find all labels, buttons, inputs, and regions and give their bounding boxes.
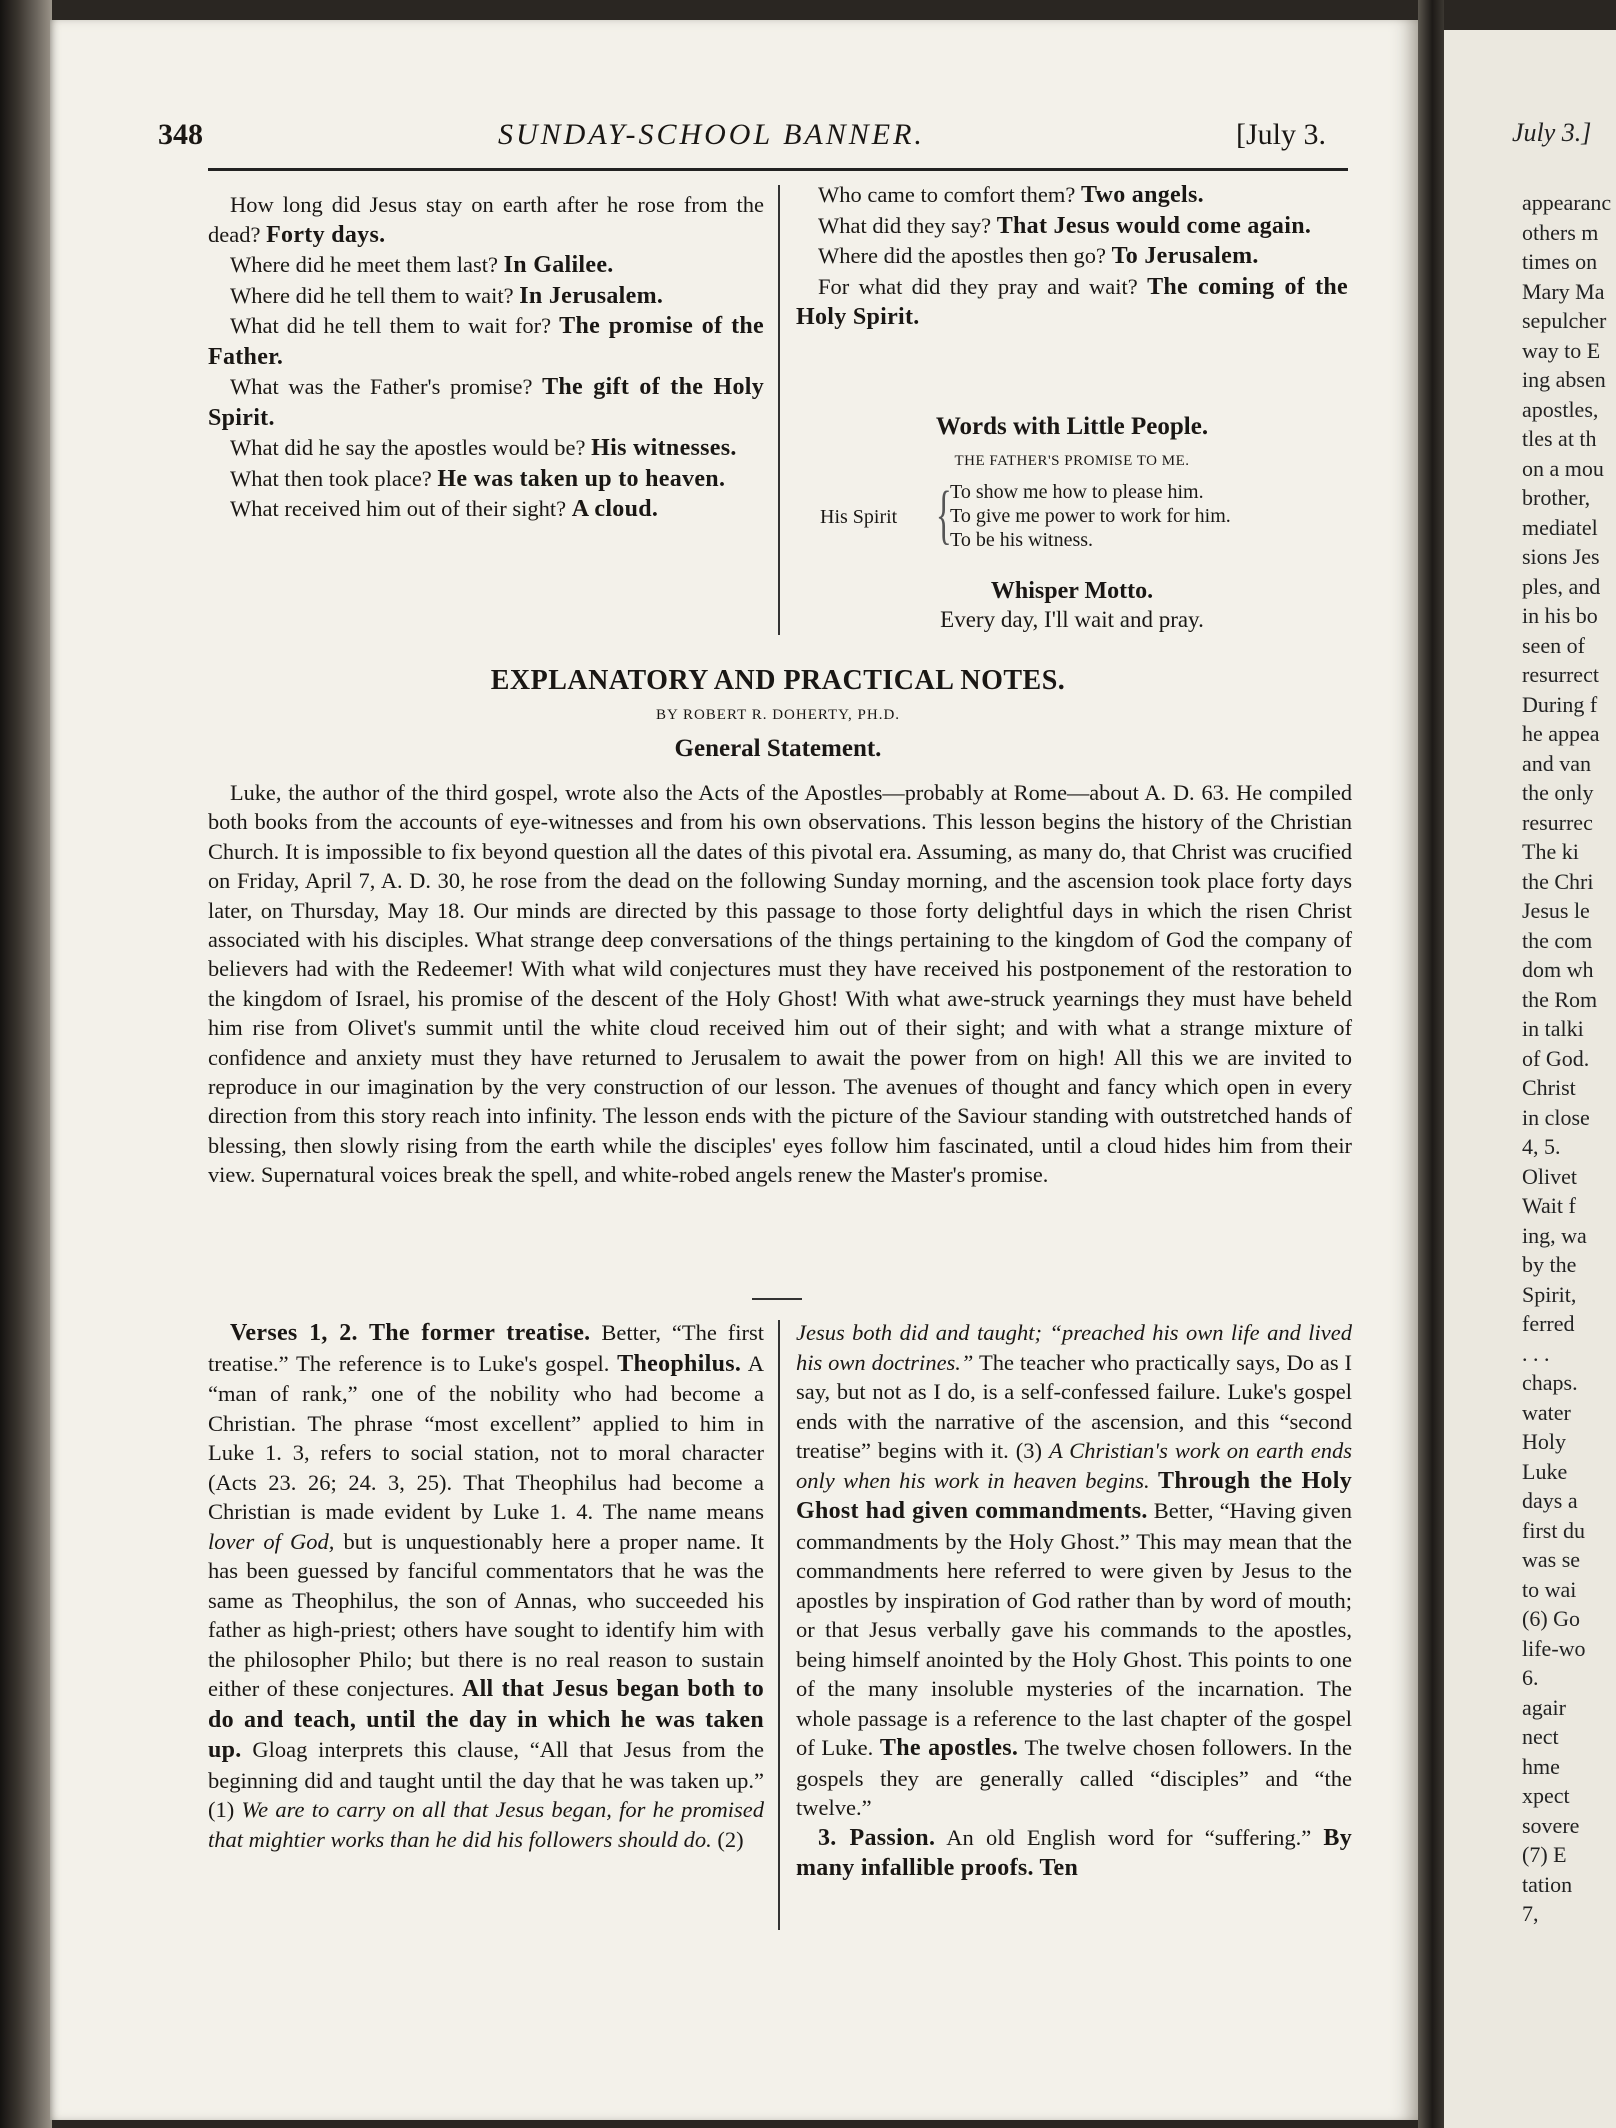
passion-label: 3. Passion. bbox=[818, 1824, 936, 1851]
next-page-fragment: Mary Ma bbox=[1522, 278, 1605, 304]
book-binding-left bbox=[0, 0, 52, 2128]
next-page-fragment: tation bbox=[1522, 1871, 1573, 1897]
question-item: Where did he meet them last? In Galilee. bbox=[230, 252, 614, 278]
next-page-fragment: chaps. bbox=[1522, 1370, 1578, 1395]
next-page-fragment: 7, bbox=[1522, 1901, 1539, 1926]
next-page-fragment: the com bbox=[1522, 927, 1593, 953]
next-page-fragment: in his bo bbox=[1522, 603, 1598, 628]
next-page-fragment: days a bbox=[1522, 1488, 1578, 1513]
apostles-label: The apostles. bbox=[879, 1735, 1019, 1761]
next-page-fragment: way to E bbox=[1522, 337, 1601, 363]
theophilus-label: Theophilus. bbox=[617, 1350, 742, 1377]
spirit-line: To give me power to work for him. bbox=[950, 505, 1231, 527]
next-page-fragment: he appea bbox=[1522, 721, 1600, 746]
next-page-fragment: ing, wa bbox=[1522, 1222, 1587, 1248]
next-page-fragment: hme bbox=[1522, 1753, 1560, 1779]
section-divider bbox=[752, 1298, 802, 1300]
running-date: [July 3. bbox=[1236, 118, 1326, 151]
spirit-line: To show me how to please him. bbox=[950, 481, 1204, 503]
verse-label: Verses 1, 2. The former treatise. bbox=[230, 1320, 591, 1346]
question-item: What was the Father's promise? The gift of the Holy Spirit. bbox=[208, 374, 765, 431]
questions-right bbox=[796, 180, 1348, 333]
question-item: How long did Jesus stay on earth after he rose from the dead? Forty days. bbox=[208, 192, 764, 248]
next-page-fragment: Olivet bbox=[1522, 1163, 1577, 1189]
next-page-fragment: ferred bbox=[1522, 1311, 1575, 1336]
next-page-fragment: . . . bbox=[1522, 1340, 1550, 1366]
next-page-fragment: tles at th bbox=[1522, 426, 1597, 451]
next-page-fragment: Christ bbox=[1522, 1075, 1576, 1100]
next-page-fragment: brother, bbox=[1522, 485, 1591, 510]
question-item: What did he tell them to wait for? The promise of the Father. bbox=[208, 313, 764, 370]
through-phrase: Through the Holy Ghost had given commandments. bbox=[796, 1467, 1352, 1524]
book-gutter bbox=[1418, 0, 1444, 2128]
next-page-fragment: resurrect bbox=[1522, 662, 1599, 687]
next-page-fragment: Jesus le bbox=[1522, 898, 1590, 923]
next-page-fragment: first du bbox=[1522, 1517, 1585, 1543]
question-item: What received him out of their sight? A cloud. bbox=[230, 496, 659, 522]
spirit-label: His Spirit bbox=[820, 506, 898, 528]
next-page-fragment: 4, 5. bbox=[1522, 1134, 1561, 1159]
began-phrase: All that Jesus began both to do and teach, until the day in which he was taken up. bbox=[208, 1676, 765, 1763]
next-page-fragment: apostles, bbox=[1522, 396, 1599, 422]
little-people-title: Words with Little People. bbox=[935, 413, 1209, 440]
next-page-fragment: and van bbox=[1522, 750, 1592, 776]
next-page-fragment: water bbox=[1522, 1399, 1571, 1425]
notes-heading: EXPLANATORY AND PRACTICAL NOTES. bbox=[490, 665, 1066, 696]
next-page-fragment: (7) E bbox=[1522, 1842, 1567, 1867]
next-page-fragment: the only bbox=[1522, 780, 1594, 805]
question-item: Where did he tell them to wait? In Jerusalem. bbox=[230, 282, 664, 309]
next-page-fragment: to wai bbox=[1522, 1576, 1577, 1602]
general-statement-paragraph: Luke, the author of the third gospel, wrote also the Acts of the Apostles—probably at Rome—about A. D. 63. He compiled both books from the accounts of eye-witnesses and from his own observations. This lesson begins the history of the Christian Church. It is impossible to fix beyond question all the dates of this pivotal era. Assuming, as many do, that Christ was crucified on Friday, April 7, A. D. 30, he rose from the dead on the following Sunday morning, and the ascension took place forty days later, on Thursday, May 18. Our minds are directed by this passage to those forty delightful days in which the risen Christ associated with his disciples. What strange deep conversations of the things pertaining to the kingdom of God the company of believers had with the Redeemer! With what wild conjectures must they have received his postponement of the restoration to the kingdom of Israel, his promise of the descent of the Holy Ghost! With what awe-struck yearnings they must have beheld him rise from Olivet's summit until the white cloud received him out of their sight; and with what a strange mixture of confidence and anxiety must they have returned to Jerusalem to await the power from on high! All this we are invited to reproduce in our imagination by the very construction of our lesson. The avenues of thought and fancy which open in every direction from this story reach into infinity. The lesson ends with the picture of the Saviour standing with outstretched hands of blessing, then slowly rising from the earth while the disciples' eyes follow him fascinated, until a cloud hides him from their view. Supernatural voices break the spell, and white-robed angels renew the Master's promise. bbox=[208, 780, 1352, 1188]
next-page-fragment: times on bbox=[1522, 249, 1598, 274]
next-page-fragment: others m bbox=[1522, 219, 1599, 245]
next-page-fragment: on a mou bbox=[1522, 455, 1604, 481]
question-item: What did he say the apostles would be? His witnesses. bbox=[230, 435, 737, 461]
general-statement-heading: General Statement. bbox=[674, 735, 882, 762]
next-page-fragment: mediatel bbox=[1522, 514, 1598, 540]
next-page-fragment: Luke bbox=[1522, 1458, 1568, 1484]
next-page-fragment: the Rom bbox=[1522, 986, 1598, 1012]
next-page-fragment: Wait f bbox=[1522, 1193, 1576, 1218]
next-page-fragment: The ki bbox=[1522, 839, 1579, 864]
general-statement-body bbox=[208, 778, 1352, 1190]
next-page-fragment: During f bbox=[1522, 691, 1598, 717]
next-page-fragment: sions Jes bbox=[1522, 544, 1600, 569]
question-item: What did they say? That Jesus would come again. bbox=[818, 212, 1312, 239]
next-page-fragment: by the bbox=[1522, 1252, 1577, 1277]
fathers-promise-subtitle: THE FATHER'S PROMISE TO ME. bbox=[954, 453, 1190, 469]
next-page-fragment: in talki bbox=[1522, 1016, 1584, 1041]
verses-left-column bbox=[208, 1318, 764, 1854]
proofs-phrase: By many infallible proofs. bbox=[796, 1824, 1353, 1881]
questions-left bbox=[208, 190, 764, 525]
brace-icon: { bbox=[935, 478, 952, 551]
next-page-fragment: life-wo bbox=[1522, 1635, 1586, 1661]
next-page-fragment: agair bbox=[1522, 1694, 1566, 1720]
verses-paragraph: Jesus both did and taught; “preached his own life and lived his own doctrines.” The teacher who practically says, Do as I say, but not as I do, is a self-confessed failure. Luke's gospel ends with the narrative of the ascension, and this “second treatise” begins with it. (3) A Christian's work on earth ends only when his work in heaven begins. Through the Holy Ghost had given commandments. Better, “Having given commandments by the Holy Ghost.” This may mean that the commandments here referred to were given by Jesus to the apostles by inspiration of God rather than by word of mouth; or that Jesus verbally gave his commands to the apostles, being himself anointed by the Holy Ghost. This points to one of the many insoluble mysteries of the incarnation. The whole passage is a reference to the last chapter of the gospel of Luke. The apostles. The twelve chosen followers. In the gospels they are generally called “disciples” and “the twelve.” bbox=[796, 1320, 1353, 1820]
next-page-fragment: 6. bbox=[1522, 1665, 1539, 1690]
next-page-fragment: was se bbox=[1522, 1547, 1581, 1572]
next-page-fragment: the Chri bbox=[1522, 868, 1594, 894]
page-number: 348 bbox=[158, 118, 203, 151]
running-title: SUNDAY-SCHOOL BANNER. bbox=[498, 118, 925, 151]
next-page-fragment: appearanc bbox=[1522, 190, 1612, 215]
spirit-line: To be his witness. bbox=[950, 529, 1094, 551]
next-page-fragment: nect bbox=[1522, 1724, 1559, 1749]
next-page-fragment: sepulcher bbox=[1522, 308, 1607, 333]
verses-paragraph: Verses 1, 2. The former treatise. Better, “The first treatise.” The reference is to Luke's gospel. Theophilus. A “man of rank,” one of the nobility who had become a Christian. The phrase “most excellent” applied to him in Luke 1. 3, refers to social station, not to moral character (Acts 23. 26; 24. 3, 25). That Theophilus had become a Christian is made evident by Luke 1. 4. The name means lover of God, but is unquestionably here a proper name. It has been guessed by fanciful commentators that he was the same as Theophilus, the son of Annas, who succeeded his father as high-priest; others have sought to identify him with the philosopher Philo; but there is no real reason to sustain either of these conjectures. All that Jesus began both to do and teach, until the day in which he was taken up. Gloag interprets this clause, “All that Jesus from the beginning did and taught until the day that he was taken up.” (1) We are to carry on all that Jesus began, for he promised that mightier works than he did his followers should do. (2) bbox=[208, 1320, 765, 1852]
column-divider-bottom bbox=[778, 1320, 780, 1930]
motto-title: Whisper Motto. bbox=[990, 578, 1154, 604]
next-page-fragment: (6) Go bbox=[1522, 1606, 1581, 1631]
next-page-fragment: sovere bbox=[1522, 1812, 1580, 1838]
next-page-fragment: of God. bbox=[1522, 1045, 1590, 1071]
next-page-fragment: seen of bbox=[1522, 632, 1585, 658]
verses-right-column bbox=[796, 1318, 1352, 1884]
column-divider-top bbox=[778, 185, 780, 635]
question-item: What then took place? He was taken up to heaven. bbox=[230, 465, 726, 492]
next-page-fragment: dom wh bbox=[1522, 957, 1594, 982]
next-page-fragment: Holy bbox=[1522, 1429, 1566, 1454]
question-item: For what did they pray and wait? The coming of the Holy Spirit. bbox=[796, 273, 1348, 330]
next-page-fragment: resurrec bbox=[1522, 809, 1593, 835]
question-item: Where did the apostles then go? To Jerusalem. bbox=[818, 243, 1259, 269]
next-page-header: July 3.] bbox=[1512, 118, 1592, 147]
next-page-fragment: in close bbox=[1522, 1104, 1590, 1130]
question-item: Who came to comfort them? Two angels. bbox=[818, 182, 1204, 208]
next-page-fragment: ples, and bbox=[1522, 573, 1601, 599]
header-rule bbox=[208, 168, 1348, 171]
verses-paragraph: 3. Passion. An old English word for “suffering.” By many infallible proofs. Ten bbox=[796, 1824, 1353, 1881]
next-page-fragment: Spirit, bbox=[1522, 1281, 1577, 1307]
next-page-fragment: xpect bbox=[1522, 1783, 1570, 1808]
next-page-fragment: ing absen bbox=[1522, 367, 1606, 392]
notes-byline: BY ROBERT R. DOHERTY, PH.D. bbox=[655, 707, 901, 723]
motto-text: Every day, I'll wait and pray. bbox=[940, 607, 1204, 632]
